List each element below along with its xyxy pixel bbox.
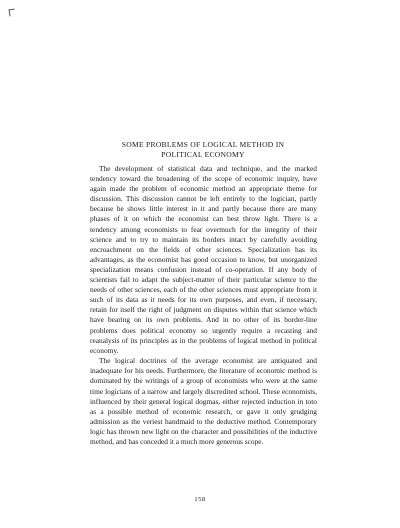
scan-corner-mark xyxy=(9,9,16,17)
article-body xyxy=(90,164,317,447)
page-number: 158 xyxy=(194,496,206,503)
article-title-line-1: SOME PROBLEMS OF LOGICAL METHOD IN xyxy=(121,140,285,149)
paragraph-1: The development of statistical data and technique, and the marked tendency toward the broadening of the scope of economic inquiry, have again made the problem of economic method an appropriate theme for discussion. This discussion cannot be left entirely to the logician, partly because he shows little interest in it and partly because there are many phases of it on which the economist can best throw light. There is a tendency among economists to fear overmuch for the integrity of their science and to try to maintain its borders intact by carefully avoiding encroachment on the fields of other sciences. Specialization has its advantages, as the economist has good occasion to know, but unorganized specialization means confusion instead of co-operation. If any body of scientists fail to adapt the subject-matter of their particular science to the needs of other sciences, each of the other sciences must appropriate from it such of its data as it needs for its own purposes, and even, if necessary, retain for itself the right of judgment on disputes within that science which have bearing on its own problems. And in no other of its border-line problems does political economy so urgently require a recasting and reanalysis of its principles as in the problems of logical method in political economy. xyxy=(90,164,317,355)
paragraph-2: The logical doctrines of the average economist are antiquated and inadequate for his needs. Furthermore, the literature of economic method is dominated by the writings of a group of economists who were at the same time logicians of a narrow and largely discredited school. These economists, influenced by their general logical dogmas, either rejected induction in toto as a possible method of economic research, or gave it only grudging admission as the veriest handmaid to the deductive method. Contemporary logic has thrown new light on the character and possibilities of the inductive method, and has conceded it a much more generous scope. xyxy=(90,356,317,447)
article-title-line-2: POLITICAL ECONOMY xyxy=(161,150,245,159)
